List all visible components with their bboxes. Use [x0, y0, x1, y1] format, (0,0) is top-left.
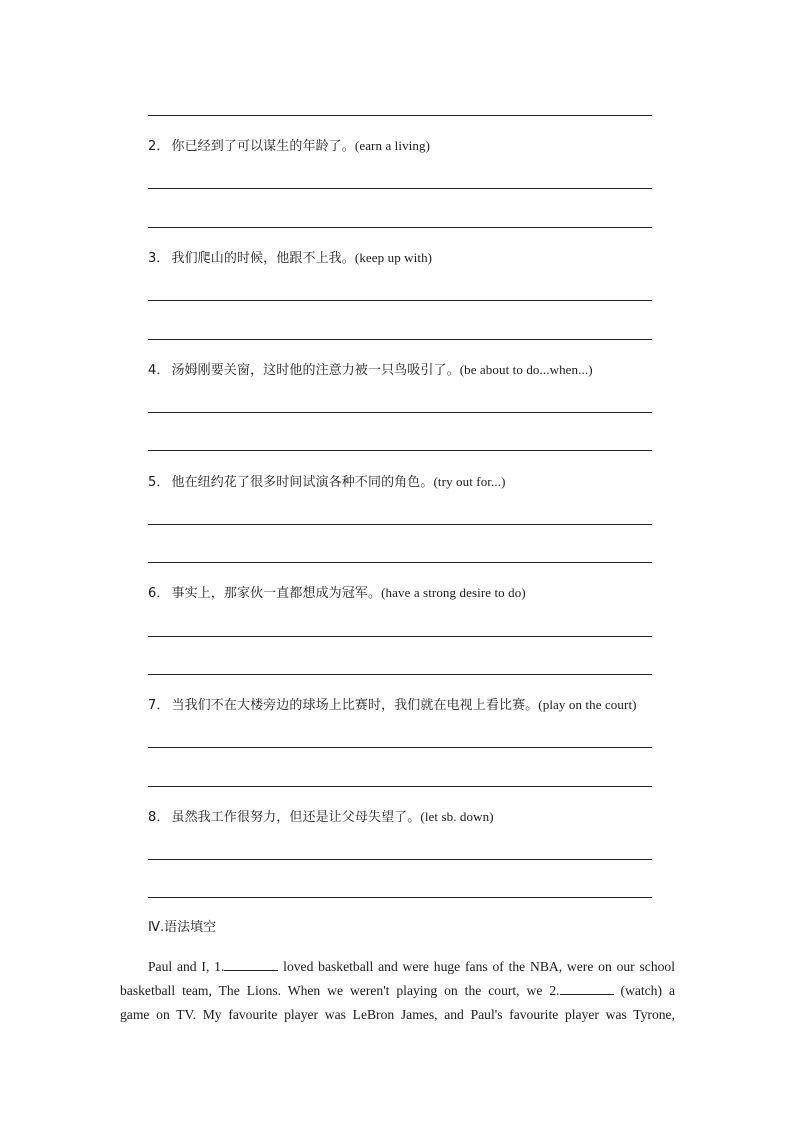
question-5 [148, 474, 506, 491]
answer-line[interactable] [148, 188, 652, 189]
grammar-passage [120, 955, 675, 1027]
answer-line[interactable] [148, 674, 652, 675]
question-text: 当我们不在大楼旁边的球场上比赛时，我们就在电视上看比赛。 [171, 698, 539, 713]
question-7 [148, 697, 637, 714]
question-text: 你已经到了可以谋生的年龄了。 [171, 139, 355, 154]
passage-text: loved basketball and were huge fans of the NBA, were on our school [278, 959, 675, 974]
passage-line-1 [120, 955, 675, 979]
answer-line[interactable] [148, 786, 652, 787]
answer-line[interactable] [148, 897, 652, 898]
question-number: 6． [148, 586, 170, 601]
answer-line[interactable] [148, 859, 652, 860]
question-number: 8． [148, 810, 170, 825]
question-hint: (keep up with) [354, 250, 433, 265]
question-hint: (be about to do...when...) [459, 362, 593, 377]
question-text: 他在纽约花了很多时间试演各种不同的角色。 [171, 475, 434, 490]
passage-text: (watch) a [613, 983, 675, 998]
passage-text: Paul and I, 1. [148, 959, 225, 974]
answer-line[interactable] [148, 412, 652, 413]
question-text: 事实上，那家伙一直都想成为冠军。 [171, 586, 382, 601]
question-hint: (let sb. down) [420, 809, 494, 824]
passage-line-2 [120, 979, 675, 1003]
question-6 [148, 585, 526, 602]
answer-line[interactable] [148, 562, 652, 563]
question-text: 虽然我工作很努力，但还是让父母失望了。 [171, 810, 421, 825]
answer-line[interactable] [148, 747, 652, 748]
fill-blank-2[interactable] [560, 982, 614, 995]
answer-line[interactable] [148, 115, 652, 116]
question-number: 2． [148, 139, 170, 154]
question-number: 7． [148, 698, 170, 713]
question-text: 汤姆刚要关窗，这时他的注意力被一只鸟吸引了。 [171, 363, 460, 378]
question-number: 4． [148, 363, 170, 378]
answer-line[interactable] [148, 636, 652, 637]
fill-blank-1[interactable] [224, 958, 278, 971]
answer-line[interactable] [148, 339, 652, 340]
answer-line[interactable] [148, 227, 652, 228]
question-8 [148, 809, 494, 826]
question-hint: (try out for...) [433, 474, 506, 489]
question-4 [148, 362, 593, 379]
question-3 [148, 250, 432, 267]
question-hint: (earn a living) [354, 138, 431, 153]
question-number: 3． [148, 251, 170, 266]
question-number: 5． [148, 475, 170, 490]
question-hint: (play on the court) [538, 697, 637, 712]
section-title: Ⅳ.语法填空 [148, 920, 217, 935]
answer-line[interactable] [148, 524, 652, 525]
passage-line-3: game on TV. My favourite player was LeBron James, and Paul's favourite player was Tyrone, [120, 1007, 675, 1022]
answer-line[interactable] [148, 450, 652, 451]
question-2 [148, 138, 430, 155]
passage-text: basketball team, The Lions. When we weren't playing on the court, we 2. [120, 983, 560, 998]
question-text: 我们爬山的时候，他跟不上我。 [171, 251, 355, 266]
question-hint: (have a strong desire to do) [381, 585, 526, 600]
answer-line[interactable] [148, 300, 652, 301]
